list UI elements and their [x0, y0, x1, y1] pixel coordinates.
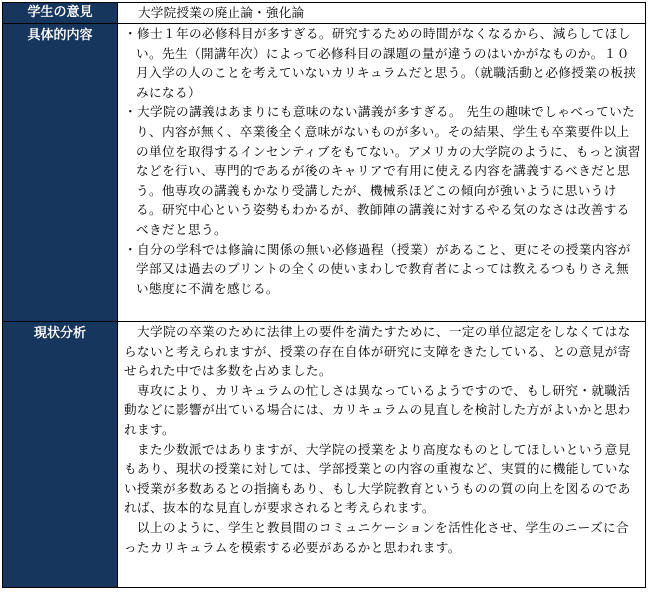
- detail-item: ・修士１年の必修科目が多すぎる。研究するための時間がなくなるから、減らしてほしい。先生（開講年次）によって必修科目の課題の量が違うのはいかがなものか。１０月入学の人のことを考えていないカリキュラムだと思う。（就職活動と必修授業の板挟みになる）: [124, 26, 637, 100]
- detail-item: ・大学院の講義はあまりにも意味のない講義が多すぎる。 先生の趣味でしゃべっていたり、内容が無く、卒業後全く意味がないものが多い。その結果、学生も卒業要件以上の単位を取得するインセンティブをもてない。アメリカの大学院のように、もっと演習などを行い、専門的であるが後のキャリアで有用に使える内容を講義するべきだと思う。他専攻の講義もかなり受講したが、機械系ほどこの傾向が強いように思いうける。研究中心という姿勢もわかるが、教師陣の講義に対するやる気のなさは改善するべきだと思う。: [124, 104, 641, 237]
- analysis-header: 現状分析: [3, 322, 118, 588]
- student-opinion-header: 学生の意見: [3, 3, 118, 24]
- details-row: [3, 24, 646, 322]
- analysis-paragraph: 大学院の卒業のために法律上の要件を満たすために、一定の単位認定をしなくてはならないと考えられますが、授業の存在自体が研究に支障をきたしている、との意見が寄せられた中では多数を占めました。: [124, 324, 631, 379]
- details-header: 具体的内容: [3, 24, 118, 322]
- analysis-content: [118, 322, 646, 588]
- title-row: [3, 3, 646, 24]
- analysis-row: [3, 322, 646, 588]
- opinion-table: [2, 2, 646, 588]
- analysis-paragraph: 専攻により、カリキュラムの忙しさは異なっているようですので、もし研究・就職活動などに影響が出ている場合には、カリキュラムの見直しを検討した方がよいかと思われます。: [124, 382, 631, 437]
- analysis-paragraph: また少数派ではありますが、大学院の授業をより高度なものとしてほしいという意見もあり、現状の授業に対しては、学部授業との内容の重複など、実質的に機能していない授業が多数あるとの指摘もあり、もし大学院教育というものの質の向上を図るのであれば、抜本的な見直しが要求されると考えられます。: [124, 441, 631, 516]
- analysis-paragraph: 以上のように、学生と教員間のコミュニケーションを活性化させ、学生のニーズに合ったカリキュラムを模索する必要があるかと思われます。: [124, 519, 629, 555]
- opinion-topic: 大学院授業の廃止論・強化論: [118, 3, 646, 24]
- detail-item: ・自分の学科では修論に関係の無い必修過程（授業）があること、更にその授業内容が学部又は過去のプリントの全くの使いまわしで教育者によっては教えるつもりさえ無い態度に不満を感じる。: [124, 241, 631, 296]
- details-content: [118, 24, 646, 322]
